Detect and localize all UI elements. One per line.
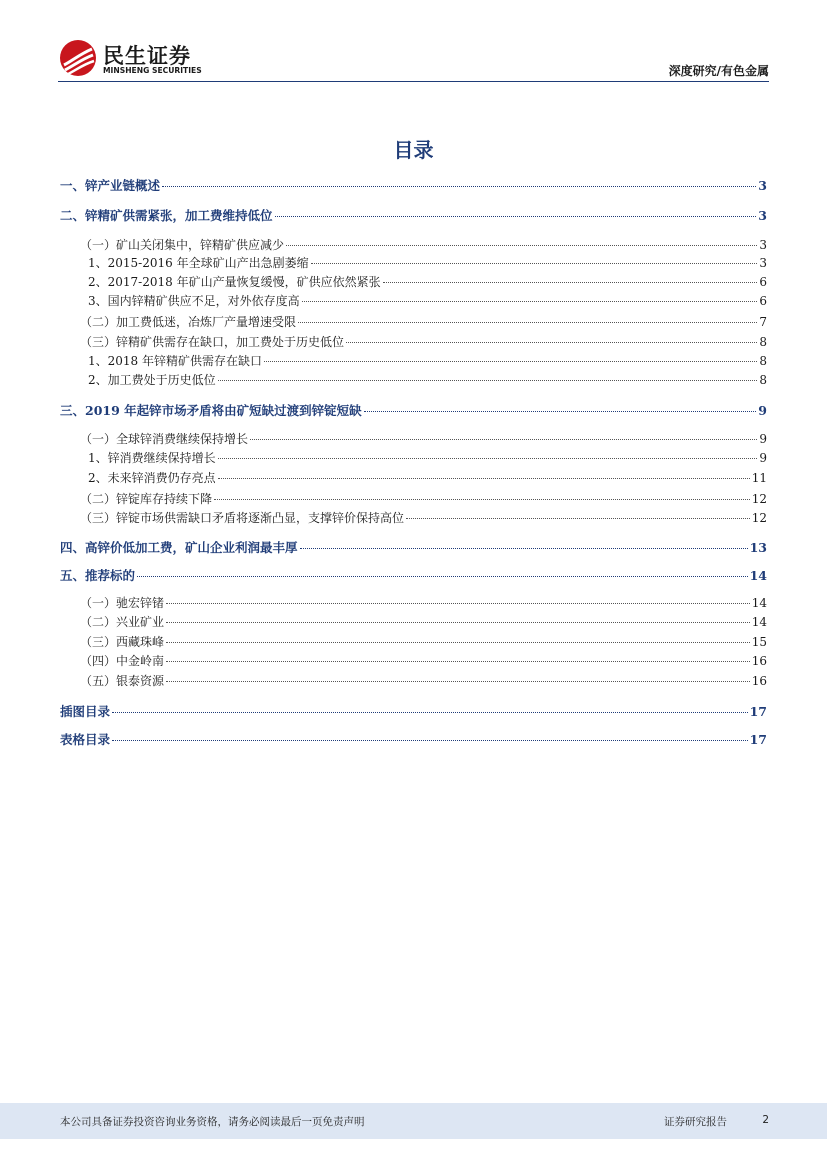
- toc-entry-page: 6: [759, 294, 767, 308]
- toc-leader-dots: [166, 642, 750, 643]
- toc-entry-page: 6: [759, 275, 767, 289]
- toc-entry-title: 二、锌精矿供需紧张，加工费维持低位: [60, 208, 273, 223]
- toc-leader-dots: [162, 186, 756, 187]
- toc-leader-dots: [383, 282, 758, 283]
- toc-entry-page: 12: [751, 492, 767, 506]
- toc-entry-page: 15: [751, 635, 767, 649]
- footer-report-type: 证券研究报告: [664, 1116, 727, 1128]
- toc-entry[interactable]: [60, 430, 767, 450]
- toc-entry[interactable]: [60, 672, 767, 692]
- toc-entry-page: 17: [749, 732, 767, 747]
- toc-leader-dots: [218, 478, 750, 479]
- header-divider: [58, 81, 769, 82]
- toc-entry-page: 3: [758, 208, 767, 223]
- toc-entry[interactable]: [60, 566, 767, 586]
- toc-leader-dots: [137, 576, 748, 577]
- toc-entry[interactable]: [60, 538, 767, 558]
- toc-entry-title: 一、锌产业链概述: [60, 178, 161, 193]
- toc-entry[interactable]: [60, 613, 767, 633]
- toc-leader-dots: [218, 458, 758, 459]
- toc-entry[interactable]: [60, 702, 767, 722]
- toc-entry[interactable]: [60, 633, 767, 653]
- toc-entry[interactable]: [60, 206, 767, 226]
- toc-entry-title: （一）矿山关闭集中，锌精矿供应减少: [80, 238, 285, 252]
- toc-entry-title: （三）锌精矿供需存在缺口，加工费处于历史低位: [80, 335, 345, 349]
- logo-chinese-name: 民生证券: [103, 44, 191, 68]
- toc-entry-page: 9: [758, 403, 767, 418]
- toc-entry-title: 2、2017-2018 年矿山产量恢复缓慢，矿供应依然紧张: [88, 275, 381, 289]
- toc-entry-title: 插图目录: [60, 704, 111, 719]
- toc-entry[interactable]: [60, 401, 767, 421]
- toc-leader-dots: [264, 361, 757, 362]
- toc-title: 目录: [393, 138, 434, 162]
- logo-english-name: MINSHENG SECURITIES: [103, 66, 202, 75]
- toc-entry[interactable]: [60, 490, 767, 510]
- toc-entry-title: 四、高锌价低加工费，矿山企业利润最丰厚: [60, 540, 298, 555]
- toc-entry-page: 7: [759, 315, 767, 329]
- toc-entry-page: 8: [759, 335, 767, 349]
- toc-entry-page: 3: [759, 238, 767, 252]
- toc-leader-dots: [112, 712, 748, 713]
- toc-leader-dots: [364, 411, 757, 412]
- toc-leader-dots: [300, 548, 748, 549]
- toc-entry-title: （五）银泰资源: [80, 674, 165, 688]
- toc-entry[interactable]: [60, 254, 767, 274]
- toc-entry[interactable]: [60, 313, 767, 333]
- toc-entry-title: （四）中金岭南: [80, 654, 165, 668]
- toc-leader-dots: [166, 622, 750, 623]
- toc-leader-dots: [298, 322, 757, 323]
- toc-entry-title: （一）驰宏锌锗: [80, 596, 165, 610]
- toc-entry-page: 12: [751, 511, 767, 525]
- toc-entry[interactable]: [60, 333, 767, 353]
- toc-entry[interactable]: [60, 730, 767, 750]
- toc-entry[interactable]: [60, 352, 767, 372]
- minsheng-logo: [58, 38, 228, 80]
- toc-entry[interactable]: [60, 594, 767, 614]
- toc-entry[interactable]: [60, 652, 767, 672]
- toc-entry-page: 3: [759, 256, 767, 270]
- toc-entry-page: 9: [759, 451, 767, 465]
- toc-entry-title: （二）兴业矿业: [80, 615, 165, 629]
- toc-leader-dots: [218, 380, 758, 381]
- toc-leader-dots: [166, 661, 750, 662]
- toc-entry-page: 8: [759, 354, 767, 368]
- toc-entry[interactable]: [60, 236, 767, 256]
- toc-leader-dots: [275, 216, 757, 217]
- toc-entry-page: 11: [751, 471, 767, 485]
- toc-leader-dots: [302, 301, 758, 302]
- page-header: [58, 38, 769, 82]
- toc-leader-dots: [166, 681, 750, 682]
- toc-entry[interactable]: [60, 292, 767, 312]
- toc-entry-title: 3、国内锌精矿供应不足，对外依存度高: [88, 294, 300, 308]
- toc-entry-title: 2、未来锌消费仍存亮点: [88, 471, 216, 485]
- toc-entry-page: 14: [749, 568, 767, 583]
- toc-entry-page: 17: [749, 704, 767, 719]
- toc-entry-title: 1、2015-2016 年全球矿山产出急剧萎缩: [88, 256, 309, 270]
- toc-leader-dots: [286, 245, 757, 246]
- page-footer: [0, 1103, 827, 1139]
- toc-entry-title: （二）锌锭库存持续下降: [80, 492, 213, 506]
- toc-leader-dots: [250, 439, 757, 440]
- toc-entry[interactable]: [60, 469, 767, 489]
- toc-entry-title: 2、加工费处于历史低位: [88, 373, 216, 387]
- toc-entry[interactable]: [60, 273, 767, 293]
- toc-entry-title: （二）加工费低迷，冶炼厂产量增速受限: [80, 315, 297, 329]
- toc-entry-page: 3: [758, 178, 767, 193]
- toc-entry-page: 16: [751, 674, 767, 688]
- toc-entry-page: 9: [759, 432, 767, 446]
- toc-entry-page: 13: [749, 540, 767, 555]
- toc-entry-title: 表格目录: [60, 732, 111, 747]
- toc-entry[interactable]: [60, 449, 767, 469]
- toc-entry-page: 16: [751, 654, 767, 668]
- footer-page-number: 2: [762, 1114, 769, 1126]
- footer-disclaimer: 本公司具备证券投资咨询业务资格，请务必阅读最后一页免责声明: [60, 1116, 365, 1128]
- report-category: 深度研究/有色金属: [668, 64, 769, 78]
- toc-leader-dots: [166, 603, 750, 604]
- toc-entry-title: （一）全球锌消费继续保持增长: [80, 432, 249, 446]
- toc-entry-title: （三）锌锭市场供需缺口矛盾将逐渐凸显，支撑锌价保持高位: [80, 511, 405, 525]
- toc-leader-dots: [112, 740, 748, 741]
- toc-entry[interactable]: [60, 371, 767, 391]
- toc-entry-page: 14: [751, 615, 767, 629]
- toc-entry-title: 1、2018 年锌精矿供需存在缺口: [88, 354, 262, 368]
- toc-entry[interactable]: [60, 176, 767, 196]
- toc-leader-dots: [346, 342, 757, 343]
- toc-entry-page: 8: [759, 373, 767, 387]
- minsheng-logo-icon: [58, 38, 98, 78]
- toc-leader-dots: [311, 263, 758, 264]
- toc-entry-title: 三、2019 年起锌市场矛盾将由矿短缺过渡到锌锭短缺: [60, 403, 362, 418]
- toc-entry-title: 1、锌消费继续保持增长: [88, 451, 216, 465]
- toc-entry[interactable]: [60, 509, 767, 529]
- toc-leader-dots: [214, 499, 750, 500]
- toc-entry-title: （三）西藏珠峰: [80, 635, 165, 649]
- toc-entry-title: 五、推荐标的: [60, 568, 136, 583]
- toc-leader-dots: [406, 518, 750, 519]
- toc-entry-page: 14: [751, 596, 767, 610]
